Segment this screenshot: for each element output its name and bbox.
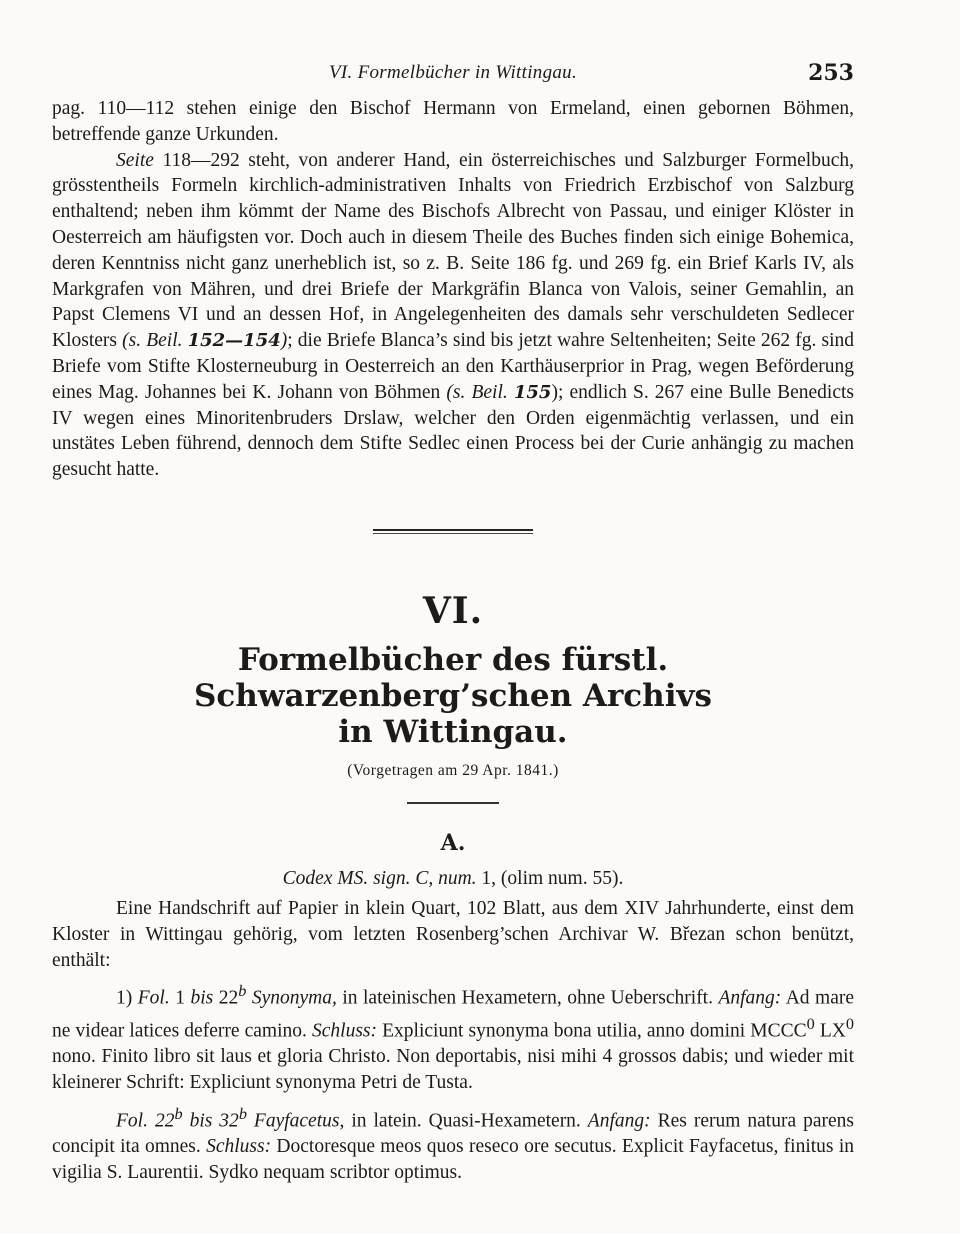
folio-label: Fol. 22: [116, 1110, 175, 1132]
beilage-ref-number: 155: [513, 381, 552, 403]
section-title: [52, 642, 854, 750]
work-title: Fayfacetus,: [246, 1110, 345, 1132]
running-head: VI. Formelbücher in Wittingau.: [328, 62, 578, 83]
beilage-ref-label: (s. Beil.: [122, 330, 183, 352]
schluss-label: Schluss:: [206, 1135, 272, 1157]
paragraph-item-synonyma: [52, 979, 854, 1095]
paragraph-seite-118-text-a: 118—292 steht, von anderer Hand, ein österreichisches und Salzburger Formelbuch, grösstentheils Formeln kirchlich-administrativen Inhalts von Friedrich Erzbischof von Salzburg enthaltend; neben ihm kömmt der Name des Bischofs Albrecht von Passau, und einiger Klöster in Oesterreich am häufigsten vor. Doch auch in diesem Theile des Buches finden sich einige Bohemica, deren Kenntniss nicht ganz unerheblich ist, so z. B. Seite 186 fg. und 269 fg. ein Brief Karls IV, als Markgrafen von Mähren, und drei Briefe der Markgräfin Blanca von Valois, seiner Gemahlin, an Papst Clemens VI und an dessen Hof, in Angelegenheiten des damals sehr verschuldeten Sedlecer Klosters: [52, 149, 854, 352]
codex-signature: [52, 868, 854, 890]
beilage-ref-label: (s. Beil.: [446, 381, 508, 403]
item-text: LX: [814, 1020, 846, 1042]
superscript: 0: [806, 1014, 815, 1033]
superscript: b: [238, 1104, 247, 1123]
section-title-line-2: in Wittingau.: [338, 713, 568, 750]
page-number: 253: [808, 60, 854, 86]
seite-label: Seite: [116, 149, 154, 171]
anfang-label: Anfang:: [718, 987, 782, 1009]
section-number: VI.: [422, 589, 484, 632]
superscript: 0: [845, 1014, 855, 1033]
subtitle-divider: [407, 802, 499, 804]
item-text: Res rerum natura parens concipit ita omnes.: [52, 1110, 854, 1157]
superscript: b: [238, 982, 247, 1001]
anfang-label: Anfang:: [587, 1110, 651, 1132]
paragraph-handschrift: Eine Handschrift auf Papier in klein Quart, 102 Blatt, aus dem XIV Jahrhunderte, einst dem Kloster in Wittingau gehörig, vom letzten Rosenberg’schen Archivar W. Březan schon benützt, enthält:: [52, 897, 854, 971]
work-title: Synonyma,: [246, 987, 337, 1009]
item-text: Ad mare ne videar latices deferre camino.: [52, 987, 855, 1042]
item-text: Expliciunt synonyma bona utilia, anno domini MCCC: [377, 1020, 807, 1042]
bis-label: bis: [190, 987, 214, 1009]
bis-label: bis 32: [182, 1110, 239, 1132]
item-text: in lateinischen Hexametern, ohne Ueberschrift.: [336, 987, 719, 1009]
section-title-line-1: Formelbücher des fürstl. Schwarzenberg’schen Archivs: [194, 641, 712, 714]
item-text: in latein. Quasi-Hexametern.: [344, 1110, 588, 1132]
beilage-ref-number: 152—154: [187, 330, 281, 352]
paragraph-seite-118: [52, 148, 854, 483]
item-text: 1: [169, 987, 191, 1009]
paragraph-seite-118-text-c: ; endlich S. 267 eine Bulle Benedicts IV wegen eines Minoritenbruders Drslaw, welcher den Orden eigenmächtig verlassen, und ein unstätes Leben führend, dennoch dem Stifte Sedlec einen Process bei der Curie anhängig zu machen gesucht hatte.: [52, 381, 854, 481]
codex-signature-italic: Codex MS. sign. C, num.: [282, 867, 477, 889]
item-number: 1): [116, 987, 138, 1009]
paragraph-seite-118-text-b: ; die Briefe Blanca’s sind bis jetzt wahre Seltenheiten; Seite 262 fg. sind Briefe vom Stifte Klosterneuburg in Oesterreich an den Karthäuserprior in Prag, wegen Beförderung eines Mag. Johannes bei K. Johann von Böhmen: [52, 330, 854, 403]
schluss-label: Schluss:: [312, 1020, 378, 1042]
superscript: b: [174, 1104, 183, 1123]
section-divider: [373, 529, 533, 534]
codex-signature-rest: 1, (olim num. 55).: [476, 867, 624, 889]
folio-label: Fol.: [137, 987, 170, 1009]
section-subtitle: (Vorgetragen am 29 Apr. 1841.): [347, 761, 559, 779]
beilage-ref-close: ): [551, 381, 558, 403]
part-letter-heading: A.: [440, 829, 466, 856]
paragraph-urkunden: pag. 110—112 stehen einige den Bischof Hermann von Ermeland, einen gebornen Böhmen, betreffende ganze Urkunden.: [52, 98, 854, 145]
paragraph-item-fayfacetus: [52, 1102, 854, 1186]
book-page: [52, 62, 854, 1185]
page-header: [52, 62, 854, 96]
item-text: nono. Finito libro sit laus et gloria Christo. Non deportabis, nisi mihi 4 grossos dabis; und wieder mit kleinerer Schrift: Expliciunt synonyma Petri de Tusta.: [52, 1045, 854, 1093]
item-text: Doctoresque meos quos reseco ore secutus. Explicit Fayfacetus, finitus in vigilia S. Laurentii. Sydko nequam scribtor optimus.: [52, 1135, 855, 1183]
beilage-ref-close: ): [280, 330, 288, 352]
item-text: 22: [213, 987, 239, 1009]
